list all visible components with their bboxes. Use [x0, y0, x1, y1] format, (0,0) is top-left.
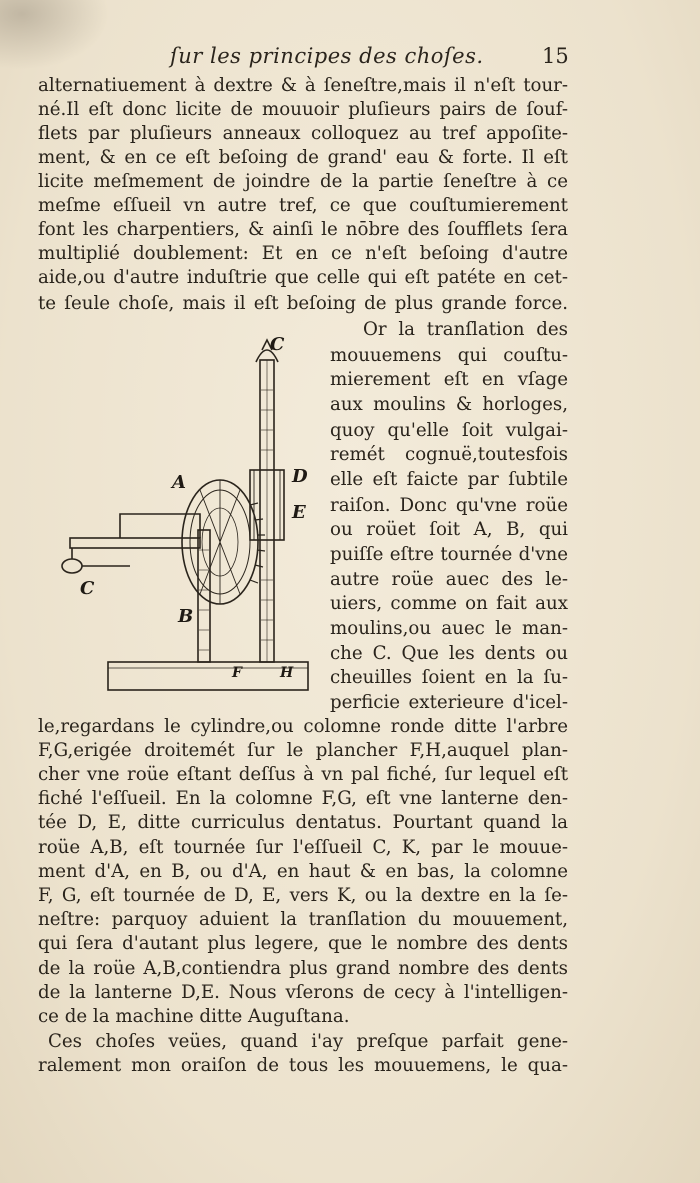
- running-head: [0, 44, 700, 74]
- text-line: aux moulins & horloges,: [330, 394, 568, 415]
- text-line: font les charpentiers, & ainſi le nōbre des ſoufflets ſera: [38, 219, 568, 240]
- text-line: moulins,ou auec le man-: [330, 618, 568, 639]
- figure-label-A: A: [172, 472, 186, 493]
- text-line: ou roüet ſoit A, B, qui: [330, 519, 568, 540]
- text-line: Or la tranſlation des: [363, 319, 568, 340]
- text-line: raiſon. Donc qu'vne roüe: [330, 495, 568, 516]
- mill-gear-illustration: [60, 330, 325, 700]
- text-line: multiplié doublement: Et en ce n'eſt beſoing d'autre: [38, 243, 568, 264]
- text-line: de la roüe A,B,contiendra plus grand nombre des dents: [38, 958, 568, 979]
- figure-label-H: H: [280, 665, 294, 681]
- text-line: ment, & en ce eſt beſoing de grand' eau & forte. Il eſt: [38, 147, 568, 168]
- text-line: de la lanterne D,E. Nous vſerons de cecy à l'intelligen-: [38, 982, 568, 1003]
- text-line: F,G,erigée droitemét ſur le plancher F,H,auquel plan-: [38, 740, 568, 761]
- text-line: aide,ou d'autre induſtrie que celle qui eſt patéte en cet-: [38, 267, 568, 288]
- figure-label-B: B: [178, 606, 194, 627]
- text-line: neſtre: parquoy aduient la tranſlation du mouuement,: [38, 909, 568, 930]
- figure-label-E: E: [292, 502, 306, 523]
- text-line: remét cognuë,toutesfois: [330, 444, 568, 465]
- text-line: tée D, E, ditte curriculus dentatus. Pourtant quand la: [38, 812, 568, 833]
- text-line: alternatiuement à dextre & à ſeneſtre,mais il n'eſt tour-: [38, 75, 568, 96]
- text-line: perficie exterieure d'icel-: [330, 692, 568, 713]
- text-line: qui ſera d'autant plus legere, que le nombre des dents: [38, 933, 568, 954]
- figure-label-C-crank: C: [80, 578, 95, 599]
- text-line: fiché l'eſſueil. En la colomne F,G, eſt vne lanterne den-: [38, 788, 568, 809]
- text-line: cher vne roüe eſtant deſſus à vn pal fiché, ſur lequel eſt: [38, 764, 568, 785]
- text-line: F, G, eſt tournée de D, E, vers K, ou la dextre en la ſe-: [38, 885, 568, 906]
- text-line: uiers, comme on fait aux: [330, 593, 568, 614]
- text-line: né.Il eſt donc licite de mouuoir pluſieurs pairs de ſouf-: [38, 99, 568, 120]
- text-line: elle eſt faicte par ſubtile: [330, 469, 568, 490]
- figure-label-C-top: C: [270, 334, 285, 355]
- text-line: autre roüe auec des le-: [330, 569, 568, 590]
- text-line: te ſeule choſe, mais il eſt beſoing de plus grande force.: [38, 293, 568, 314]
- text-line: mouuemens qui couſtu-: [330, 345, 568, 366]
- text-line: quoy qu'elle ſoit vulgai-: [330, 420, 568, 441]
- figure-label-F: F: [232, 665, 242, 681]
- text-line: ce de la machine ditte Auguſtana.: [38, 1006, 350, 1027]
- text-line: flets par pluſieurs anneaux colloquez au tref appoſite-: [38, 123, 568, 144]
- text-line: ment d'A, en B, ou d'A, en haut & en bas, la colomne: [38, 861, 568, 882]
- text-line: ralement mon oraiſon de tous les mouuemens, le qua-: [38, 1055, 568, 1076]
- running-title: ſur les principes des choſes.: [170, 44, 484, 68]
- text-line: roüe A,B, eſt tournée ſur l'eſſueil C, K, par le mouue-: [38, 837, 568, 858]
- text-line: Ces choſes veües, quand i'ay preſque parfait gene-: [48, 1031, 568, 1052]
- text-line: che C. Que les dents ou: [330, 643, 568, 664]
- figure-label-D: D: [292, 466, 308, 487]
- text-line: licite meſmement de joindre de la partie ſeneſtre à ce: [38, 171, 568, 192]
- text-line: puiſſe eſtre tournée d'vne: [330, 544, 568, 565]
- text-line: le,regardans le cylindre,ou colomne ronde ditte l'arbre: [38, 716, 568, 737]
- mill-gear-figure: [60, 330, 325, 700]
- text-line: mierement eſt en vſage: [330, 369, 568, 390]
- page-number: 15: [542, 44, 569, 68]
- text-line: cheuilles ſoient en la ſu-: [330, 667, 568, 688]
- text-line: meſme eſſueil vn autre tref, ce que couſtumierement: [38, 195, 568, 216]
